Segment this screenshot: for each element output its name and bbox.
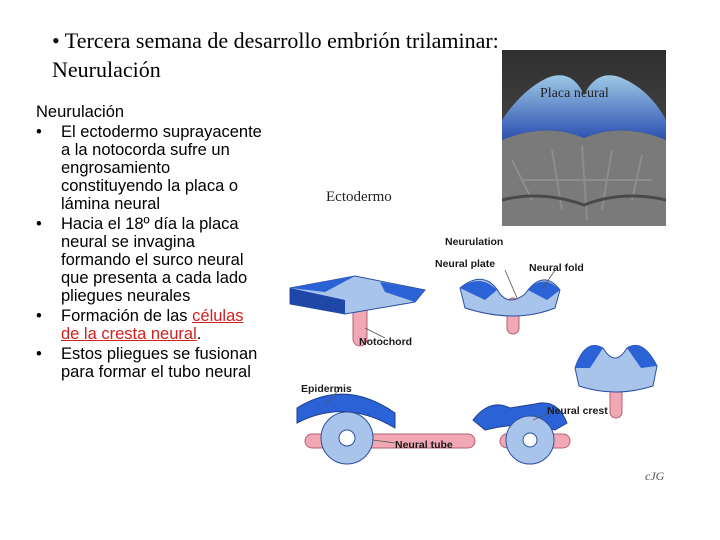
bullet-item-3 <box>36 307 266 343</box>
bullet-item-1 <box>36 123 266 213</box>
stage-4-drawing <box>297 394 475 464</box>
neural-crest-label: Neural crest <box>547 405 608 417</box>
bullet-item-2 <box>36 215 266 305</box>
artist-signature-mark: cJG <box>645 469 665 483</box>
bullet-text: Hacia el 18º día la placa neural se invagina formando el surco neural que presenta a cada lado pliegues neurales <box>61 215 248 305</box>
ectodermo-label: Ectodermo <box>326 189 392 205</box>
section-heading: Neurulación <box>36 103 125 121</box>
bullet-dot-icon: • <box>36 215 42 233</box>
sem-micrograph-image <box>502 50 666 226</box>
neurulation-diagram <box>285 228 695 490</box>
title-line-1: • Tercera semana de desarrollo embrión trilaminar: <box>52 28 499 53</box>
bullet-dot-icon: • <box>36 123 42 141</box>
neural-tube-label: Neural tube <box>395 439 453 451</box>
neural-crest-link[interactable]: células de la cresta neural <box>61 307 244 343</box>
diagram-title-label: Neurulation <box>445 236 504 248</box>
stage-2-drawing <box>460 279 560 334</box>
bullet-text-before: Formación de las <box>61 307 193 325</box>
neural-fold-label: Neural fold <box>529 262 584 274</box>
title-line-2: Neurulación <box>52 57 161 82</box>
bullet-text: El ectodermo suprayacente a la notocorda sufre un engrosamiento constituyendo la placa o lámina neural <box>61 123 262 213</box>
bullet-dot-icon: • <box>36 345 42 363</box>
micrograph-drawing <box>502 50 666 226</box>
notochord-label: Notochord <box>359 336 413 348</box>
bullet-text-after: . <box>196 325 202 343</box>
bullet-list <box>36 103 266 383</box>
placa-neural-label: Placa neural <box>540 86 609 101</box>
bullet-item-4 <box>36 345 266 381</box>
epidermis-label: Epidermis <box>301 383 352 395</box>
bullet-dot-icon: • <box>36 307 42 325</box>
bullet-text: Estos pliegues se fusionan para formar el tubo neural <box>61 345 258 381</box>
neural-plate-label: Neural plate <box>435 258 496 270</box>
